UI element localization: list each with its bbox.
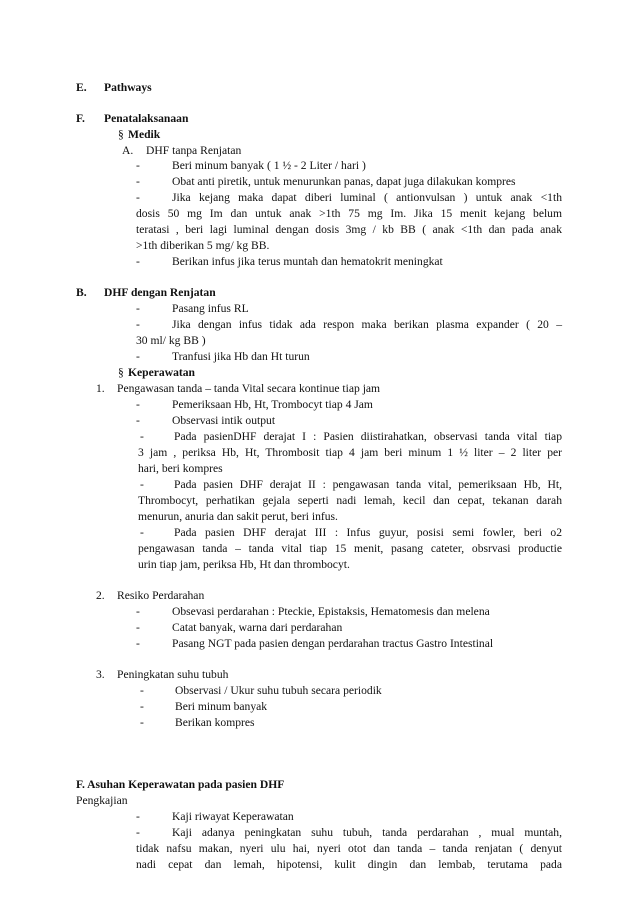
section-b-letter: B. bbox=[76, 286, 87, 299]
point-2-num: 2. bbox=[96, 589, 105, 602]
keperawatan-bullet: § bbox=[118, 366, 124, 379]
dash: - bbox=[136, 414, 140, 427]
point-2-item: Pasang NGT pada pasien dengan perdarahan tractus Gastro Intestinal bbox=[172, 637, 494, 650]
asuhan-item-cont: nadi cepat dan lemah, hipotensi, kulit dingin dan lembab, terutama pada bbox=[136, 858, 562, 871]
dash: - bbox=[136, 159, 140, 172]
dash: - bbox=[136, 605, 140, 618]
keperawatan-title: Keperawatan bbox=[128, 366, 195, 379]
point-3-item: Berikan kompres bbox=[175, 716, 255, 729]
point-1-item-cont: pengawasan tanda – tanda vital tiap 15 menit, pasang cateter, obsrvasi productie bbox=[138, 542, 562, 555]
section-e-letter: E. bbox=[76, 81, 87, 94]
point-1-item: Pemeriksaan Hb, Ht, Trombocyt tiap 4 Jam bbox=[172, 398, 373, 411]
dash: - bbox=[136, 350, 140, 363]
asuhan-item-cont: tidak nafsu makan, nyeri ulu hai, nyeri otot dan tanda – tanda renjatan ( denyut bbox=[136, 842, 562, 855]
asuhan-item: Kaji adanya peningkatan suhu tubuh, tanda perdarahan , mual muntah, bbox=[172, 826, 562, 839]
dash: - bbox=[136, 318, 140, 331]
dash: - bbox=[136, 826, 140, 839]
asuhan-item: Kaji riwayat Keperawatan bbox=[172, 810, 294, 823]
dash: - bbox=[136, 255, 140, 268]
point-3-title: Peningkatan suhu tubuh bbox=[117, 668, 229, 681]
section-f-title: Penatalaksanaan bbox=[104, 112, 189, 125]
medik-title: Medik bbox=[128, 128, 161, 141]
point-1-item-cont: hari, beri kompres bbox=[138, 462, 223, 475]
section-b-title: DHF dengan Renjatan bbox=[104, 286, 216, 299]
dash: - bbox=[136, 810, 140, 823]
medik-item-cont: >1th diberikan 5 mg/ kg BB. bbox=[136, 239, 270, 252]
point-3-num: 3. bbox=[96, 668, 105, 681]
renjatan-item-cont: 30 ml/ kg BB ) bbox=[136, 334, 206, 347]
dash: - bbox=[136, 398, 140, 411]
dash: - bbox=[140, 526, 144, 539]
point-1-item: Pada pasienDHF derajat I : Pasien diistirahatkan, observasi tanda vital tiap bbox=[174, 430, 562, 443]
point-2-title: Resiko Perdarahan bbox=[117, 589, 205, 602]
asuhan-subtitle: Pengkajian bbox=[76, 794, 128, 807]
dash: - bbox=[140, 478, 144, 491]
point-1-item: Pada pasien DHF derajat III : Infus guyur, posisi semi fowler, beri o2 bbox=[174, 526, 562, 539]
dash: - bbox=[136, 191, 140, 204]
medik-item: Berikan infus jika terus muntah dan hematokrit meningkat bbox=[172, 255, 443, 268]
point-1-item-cont: 3 jam , periksa Hb, Ht, Thrombosit tiap 4 jam beri minum 1 ½ liter – 2 liter per bbox=[138, 446, 562, 459]
dash: - bbox=[140, 700, 144, 713]
point-3-item: Beri minum banyak bbox=[175, 700, 268, 713]
sub-a-title: DHF tanpa Renjatan bbox=[146, 144, 242, 157]
point-1-num: 1. bbox=[96, 382, 105, 395]
medik-item-cont: dosis 50 mg Im dan untuk anak >1th 75 mg Im. Jika 15 menit kejang belum bbox=[136, 207, 562, 220]
renjatan-item: Tranfusi jika Hb dan Ht turun bbox=[172, 350, 310, 363]
medik-item: Obat anti piretik, untuk menurunkan panas, dapat juga dilakukan kompres bbox=[172, 175, 516, 188]
point-1-item-cont: Thrombocyt, perhatikan gejala seperti nadi lemah, kecil dan cepat, tekanan darah bbox=[138, 494, 562, 507]
medik-item: Beri minum banyak ( 1 ½ - 2 Liter / hari ) bbox=[172, 159, 366, 172]
renjatan-item: Pasang infus RL bbox=[172, 302, 249, 315]
dash: - bbox=[140, 430, 144, 443]
medik-bullet: § bbox=[118, 128, 124, 141]
point-1-title: Pengawasan tanda – tanda Vital secara kontinue tiap jam bbox=[117, 382, 381, 395]
dash: - bbox=[136, 302, 140, 315]
point-1-item: Pada pasien DHF derajat II : pengawasan tanda vital, pemeriksaan Hb, Ht, bbox=[174, 478, 562, 491]
renjatan-item: Jika dengan infus tidak ada respon maka berikan plasma expander ( 20 – bbox=[172, 318, 562, 331]
point-3-item: Observasi / Ukur suhu tubuh secara periodik bbox=[175, 684, 382, 697]
sub-a-letter: A. bbox=[122, 144, 134, 157]
dash: - bbox=[140, 684, 144, 697]
point-2-item: Obsevasi perdarahan : Pteckie, Epistaksis, Hematomesis dan melena bbox=[172, 605, 490, 618]
asuhan-title: F. Asuhan Keperawatan pada pasien DHF bbox=[76, 778, 285, 791]
dash: - bbox=[136, 637, 140, 650]
medik-item-cont: teratasi , beri lagi luminal dengan dosis 3mg / kb BB ( anak <1th dan pada anak bbox=[136, 223, 562, 236]
dash: - bbox=[136, 175, 140, 188]
point-1-item-cont: menurun, anuria dan sakit perut, beri infus. bbox=[138, 510, 338, 523]
point-1-item: Observasi intik output bbox=[172, 414, 276, 427]
dash: - bbox=[136, 621, 140, 634]
section-f-letter: F. bbox=[76, 112, 85, 125]
medik-item: Jika kejang maka dapat diberi luminal ( antionvulsan ) untuk anak <1th bbox=[172, 191, 562, 204]
section-e-title: Pathways bbox=[104, 81, 152, 94]
dash: - bbox=[140, 716, 144, 729]
point-2-item: Catat banyak, warna dari perdarahan bbox=[172, 621, 343, 634]
point-1-item-cont: urin tiap jam, periksa Hb, Ht dan thrombocyt. bbox=[138, 558, 350, 571]
